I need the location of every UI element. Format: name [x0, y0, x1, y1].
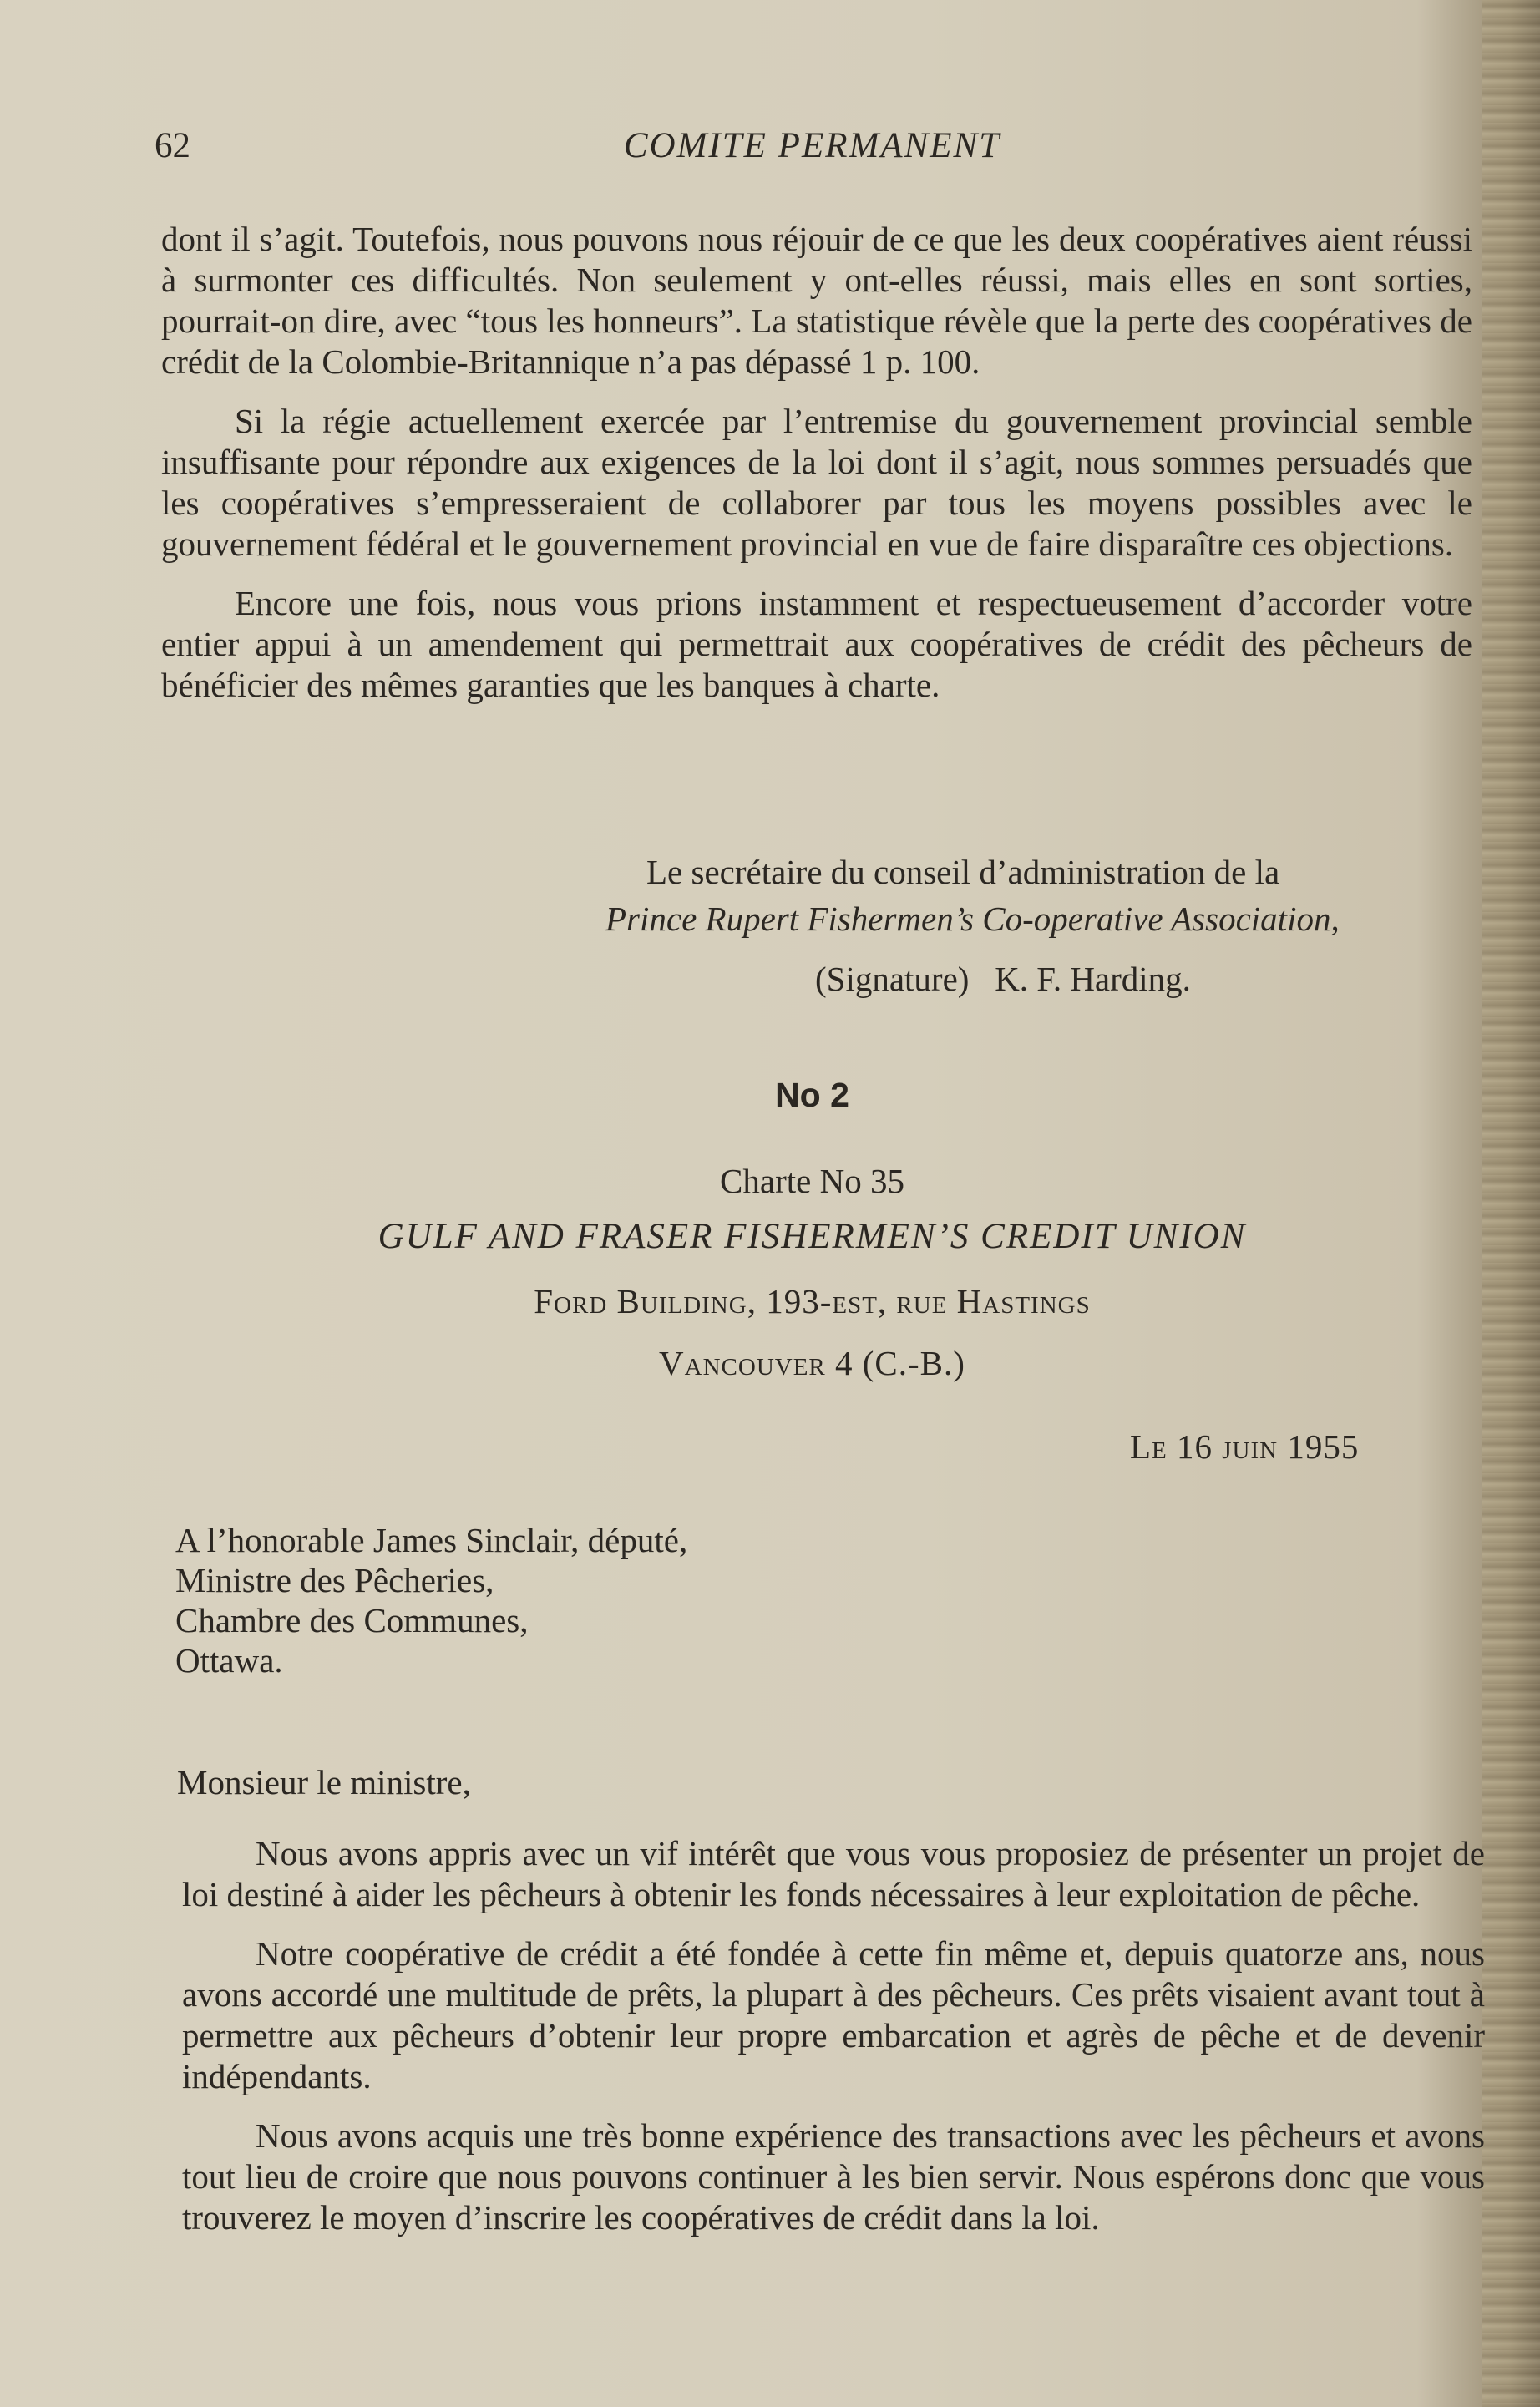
paragraph: Nous avons acquis une très bonne expérience des transactions avec les pêcheurs et avons tout lieu de croire que nous pouvons continuer à les bien servir. Nous espérons donc que vous trouverez le moyen d’inscrire les coopératives de crédit dans la loi. [182, 2116, 1485, 2237]
address-line: Ford Building, 193-est, rue Hastings [534, 1282, 1091, 1320]
paragraph: Encore une fois, nous vous prions instamment et respectueusement d’accorder votre entier appui à un amendement qui permettrait aux coopératives de crédit des pêcheurs de bénéficier des mêmes garanties que les banques à charte. [161, 584, 1472, 704]
recipient-line: A l’honorable James Sinclair, député, [175, 1521, 688, 1559]
recipient-line: Ottawa. [175, 1641, 283, 1680]
page-number: 62 [155, 126, 190, 165]
city-line: Vancouver 4 (C.-B.) [659, 1344, 965, 1382]
letter-date: Le 16 juin 1955 [1130, 1427, 1360, 1466]
signature-title: Le secrétaire du conseil d’administration de la [646, 853, 1280, 891]
paragraph: Nous avons appris avec un vif intérêt que vous vous proposiez de présenter un projet de loi destiné à aider les pêcheurs à obtenir les fonds nécessaires à leur exploitation de pêche. [182, 1834, 1485, 1913]
paragraph: Notre coopérative de crédit a été fondée à cette fin même et, depuis quatorze ans, nous avons accordé une multitude de prêts, la plupart à des pêcheurs. Ces prêts visaient avant tout à permettre aux pêcheurs d’obtenir leur propre embarcation et agrès de pêche et de devenir indépendants. [182, 1934, 1485, 2095]
running-title: COMITE PERMANENT [623, 126, 1001, 165]
recipient-line: Chambre des Communes, [175, 1601, 529, 1639]
organization-name: GULF AND FRASER FISHERMEN’S CREDIT UNION [377, 1217, 1247, 1256]
document-number: No 2 [775, 1076, 849, 1114]
paragraph: Si la régie actuellement exercée par l’entremise du gouvernement provincial semble insuffisante pour répondre aux exigences de la loi dont il s’agit, nous sommes persuadés que les coopératives s’empresseraient de collaborer par tous les moyens possibles avec le gouvernement fédéral et le gouvernement provincial en vue de faire disparaître ces objections. [161, 402, 1472, 563]
recipient-line: Ministre des Pêcheries, [175, 1561, 494, 1599]
letter-2-body [182, 1833, 1485, 2238]
signature-name: (Signature) K. F. Harding. [815, 960, 1191, 998]
charter-number: Charte No 35 [720, 1162, 904, 1200]
paragraph: dont il s’agit. Toutefois, nous pouvons nous réjouir de ce que les deux coopératives aient réussi à surmonter ces difficultés. Non seulement y ont-elles réussi, mais elles en sont sorties, pourrait-on dire, avec “tous les honneurs”. La statistique révèle que la perte des coopératives de crédit de la Colombie-Britannique n’a pas dépassé 1 p. 100. [161, 220, 1472, 381]
recipient-address [175, 1520, 687, 1680]
salutation: Monsieur le ministre, [177, 1763, 471, 1801]
page-header [155, 125, 1470, 175]
letter-1-body [161, 219, 1472, 706]
page-edge-shadow [1482, 0, 1540, 2407]
signature-organization: Prince Rupert Fishermen’s Co-operative Association, [605, 899, 1340, 938]
